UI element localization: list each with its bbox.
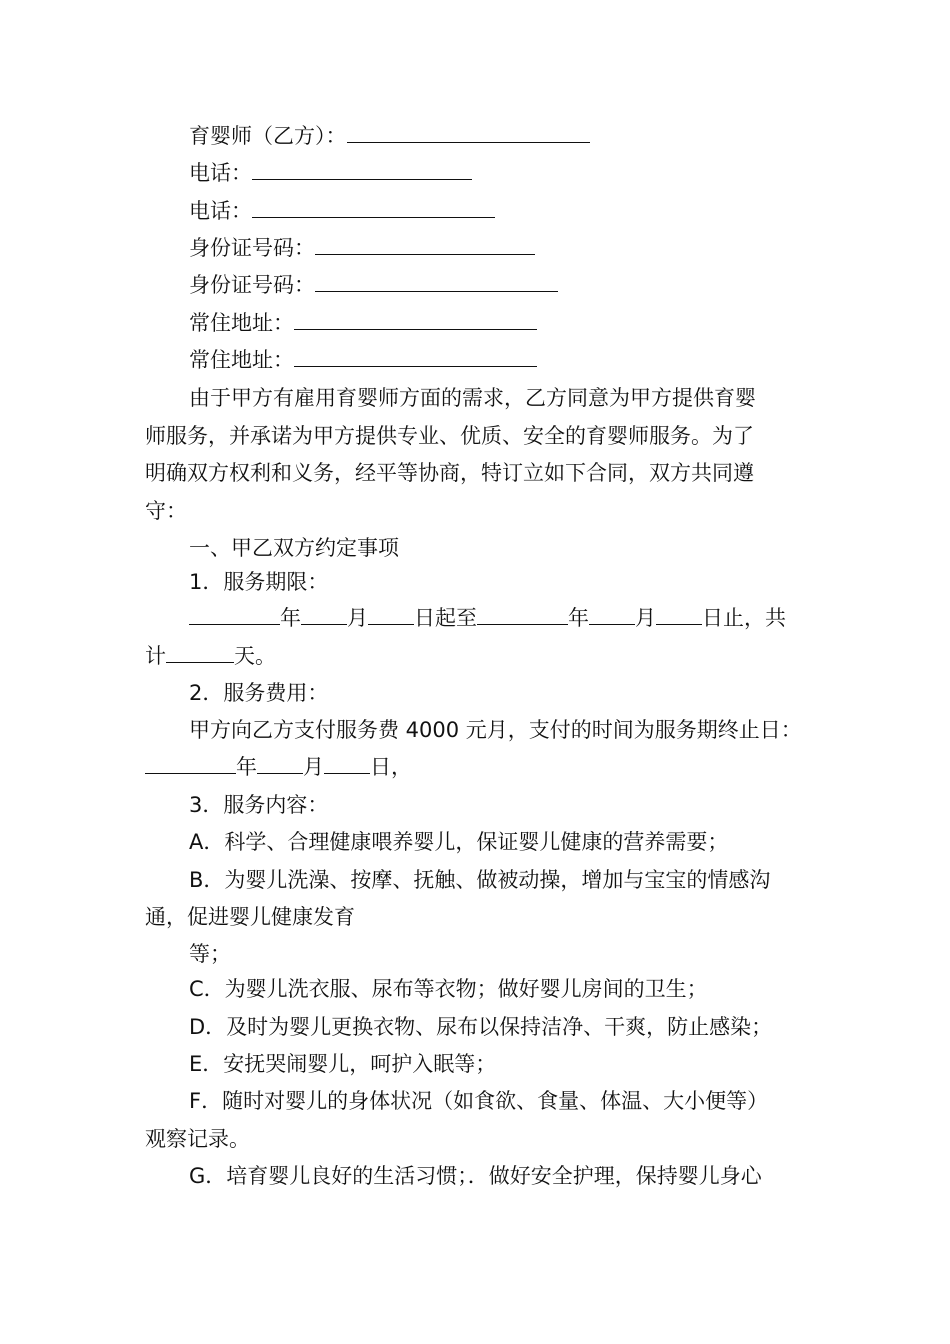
item-b-line-2: 通，促进婴儿健康发育 bbox=[145, 905, 355, 929]
fee-date-line bbox=[145, 753, 412, 781]
term-total-line bbox=[145, 642, 276, 670]
item-b-line-1: B．为婴儿洗澡、按摩、抚触、做被动操，增加与宝宝的情感沟 bbox=[189, 868, 771, 892]
end-year-blank[interactable] bbox=[477, 605, 568, 625]
id-blank-2[interactable] bbox=[315, 272, 558, 292]
phone-label-1: 电话： bbox=[189, 161, 252, 185]
term-day-2: 日止，共 bbox=[702, 606, 786, 630]
term-month-1: 月 bbox=[347, 606, 368, 630]
id-blank-1[interactable] bbox=[315, 235, 535, 255]
term-dates-line bbox=[189, 604, 786, 632]
end-day-blank[interactable] bbox=[656, 605, 702, 625]
fee-year: 年 bbox=[236, 755, 257, 779]
preamble-line-1: 由于甲方有雇用育婴师方面的需求，乙方同意为甲方提供育婴 bbox=[189, 386, 756, 410]
phone-blank-2[interactable] bbox=[252, 198, 495, 218]
fee-day: 日， bbox=[370, 755, 412, 779]
phone-field-1 bbox=[189, 159, 472, 187]
id-field-1 bbox=[189, 234, 535, 262]
item-a: A．科学、合理健康喂养婴儿，保证婴儿健康的营养需要； bbox=[189, 830, 729, 854]
term-month-2: 月 bbox=[635, 606, 656, 630]
fee-month-blank[interactable] bbox=[257, 754, 303, 774]
id-label-2: 身份证号码： bbox=[189, 273, 315, 297]
address-field-2 bbox=[189, 346, 537, 374]
item-f-line-1: F．随时对婴儿的身体状况（如食欲、食量、体温、大小便等） bbox=[189, 1089, 769, 1113]
preamble-line-4: 守： bbox=[145, 499, 187, 523]
term-total-prefix: 计 bbox=[145, 644, 166, 668]
id-field-2 bbox=[189, 271, 558, 299]
item-d: D．及时为婴儿更换衣物、尿布以保持洁净、干爽，防止感染； bbox=[189, 1015, 773, 1039]
address-label-1: 常住地址： bbox=[189, 311, 294, 335]
fee-day-blank[interactable] bbox=[324, 754, 370, 774]
fee-line: 甲方向乙方支付服务费 4000 元月，支付的时间为服务期终止日： bbox=[189, 718, 802, 742]
term-total-suffix: 天。 bbox=[234, 644, 276, 668]
nanny-field bbox=[189, 122, 590, 150]
item-g: G．培育婴儿良好的生活习惯；．做好安全护理，保持婴儿身心 bbox=[189, 1164, 762, 1188]
item-c: C．为婴儿洗衣服、尿布等衣物；做好婴儿房间的卫生； bbox=[189, 977, 708, 1001]
nanny-blank[interactable] bbox=[347, 123, 590, 143]
section-heading: 一、甲乙双方约定事项 bbox=[189, 536, 399, 560]
term-year-2: 年 bbox=[568, 606, 589, 630]
address-label-2: 常住地址： bbox=[189, 348, 294, 372]
total-days-blank[interactable] bbox=[166, 643, 234, 663]
fee-heading: 2．服务费用： bbox=[189, 681, 329, 705]
preamble-line-2: 师服务，并承诺为甲方提供专业、优质、安全的育婴师服务。为了 bbox=[145, 424, 754, 448]
preamble-line-3: 明确双方权利和义务，经平等协商，特订立如下合同，双方共同遵 bbox=[145, 461, 754, 485]
fee-year-blank[interactable] bbox=[145, 754, 236, 774]
phone-label-2: 电话： bbox=[189, 199, 252, 223]
end-month-blank[interactable] bbox=[589, 605, 635, 625]
id-label-1: 身份证号码： bbox=[189, 236, 315, 260]
start-day-blank[interactable] bbox=[368, 605, 414, 625]
address-field-1 bbox=[189, 309, 537, 337]
item-f-line-2: 观察记录。 bbox=[145, 1127, 250, 1151]
item-e: E．安抚哭闹婴儿，呵护入眠等； bbox=[189, 1052, 497, 1076]
phone-field-2 bbox=[189, 197, 495, 225]
content-heading: 3．服务内容： bbox=[189, 793, 329, 817]
address-blank-1[interactable] bbox=[294, 310, 537, 330]
address-blank-2[interactable] bbox=[294, 347, 537, 367]
start-month-blank[interactable] bbox=[301, 605, 347, 625]
term-heading: 1．服务期限： bbox=[189, 570, 329, 594]
item-b-line-3: 等； bbox=[189, 942, 231, 966]
term-year-1: 年 bbox=[280, 606, 301, 630]
start-year-blank[interactable] bbox=[189, 605, 280, 625]
term-day-1: 日起至 bbox=[414, 606, 477, 630]
fee-month: 月 bbox=[303, 755, 324, 779]
nanny-label: 育婴师（乙方）： bbox=[189, 124, 347, 148]
phone-blank-1[interactable] bbox=[252, 160, 472, 180]
